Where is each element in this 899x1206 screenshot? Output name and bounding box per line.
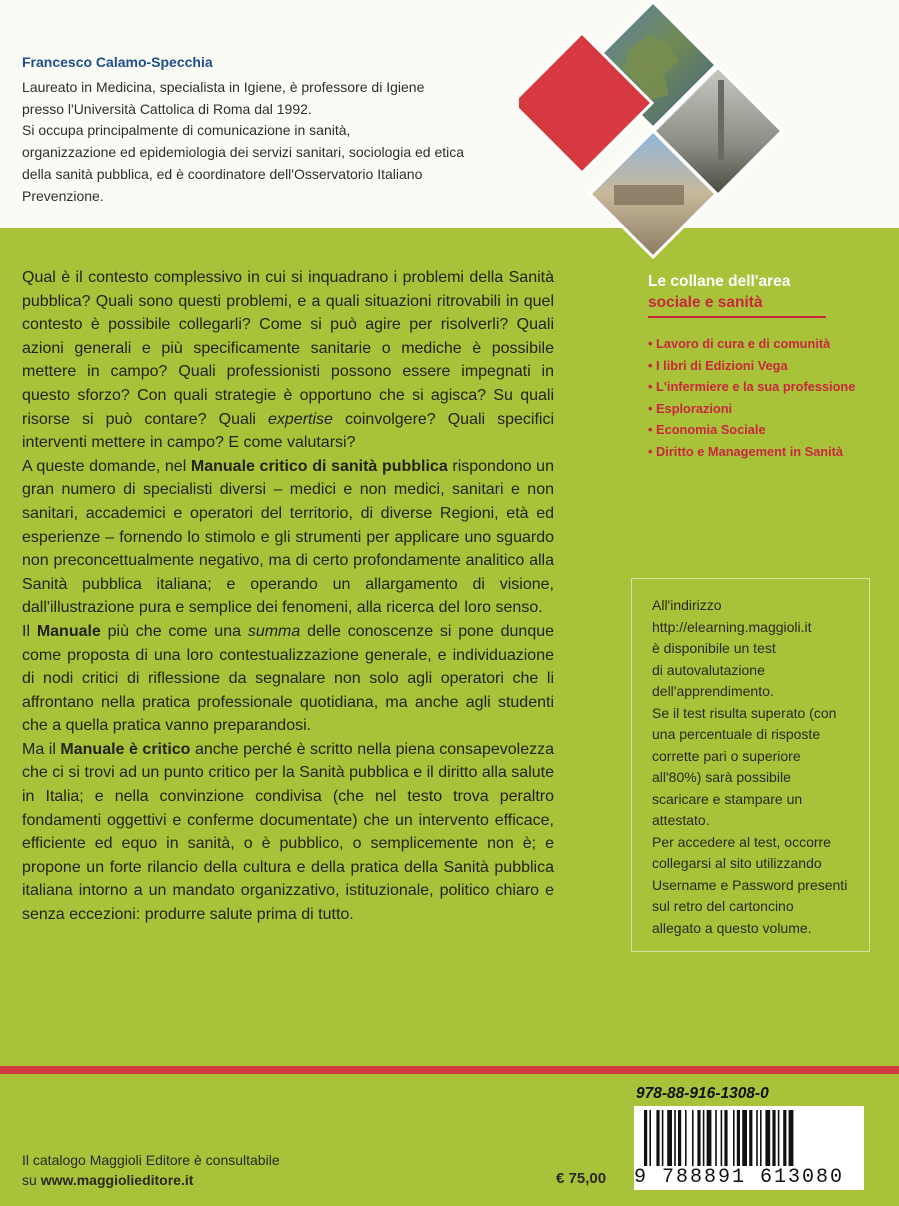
price: € 75,00 xyxy=(556,1170,607,1187)
bio-line: della sanità pubblica, ed è coordinatore dell'Osservatorio Italiano xyxy=(22,165,423,182)
barcode-bar xyxy=(733,1110,735,1166)
barcode xyxy=(634,1106,864,1190)
barcode-bar xyxy=(656,1110,659,1166)
series-item: • L'infermiere e la sua professione xyxy=(648,379,856,395)
barcode-bar xyxy=(715,1110,717,1166)
arch-shape xyxy=(614,185,684,205)
cover-photo-diamonds xyxy=(519,0,899,270)
barcode-bar xyxy=(737,1110,740,1166)
barcode-bar xyxy=(678,1110,681,1166)
series-item: • Economia Sociale xyxy=(648,422,766,438)
barcode-bar xyxy=(789,1110,794,1166)
catalog-note: Il catalogo Maggioli Editore è consultabile su www.maggiolieditore.it xyxy=(22,1152,280,1188)
barcode-bar xyxy=(760,1110,762,1166)
author-bio xyxy=(22,77,492,207)
elearning-url: http://elearning.maggioli.it xyxy=(652,618,812,635)
barcode-bars xyxy=(642,1110,856,1166)
series-item: • Diritto e Management in Sanità xyxy=(648,443,844,459)
barcode-bar xyxy=(649,1110,651,1166)
barcode-bar xyxy=(662,1110,664,1166)
elearning-text: All'indirizzo http://elearning.maggioli.it è disponibile un test di autovalutazione dell'apprendimento. Se il test risulta superato (con una percentuale di risposte corrette pari o superiore all'80%) sarà possibile scaricare e stampare un attestato. Per accedere al test, occorre collegarsi al sito utilizzando Username e Password presenti sul retro del cartoncino allegato a questo volume. xyxy=(652,595,867,939)
chimney-shape xyxy=(718,80,724,160)
bio-line: organizzazione ed epidemiologia dei servizi sanitari, sociologia ed etica xyxy=(22,144,465,161)
barcode-digits: 9 788891 613080 xyxy=(634,1166,845,1189)
barcode-bar xyxy=(749,1110,752,1166)
barcode-bar xyxy=(765,1110,770,1166)
barcode-bar xyxy=(674,1110,676,1166)
series-item: • Esplorazioni xyxy=(648,400,733,416)
bio-line: Si occupa principalmente di comunicazione in sanità, xyxy=(22,122,351,139)
barcode-bar xyxy=(721,1110,723,1166)
isbn: 978-88-916-1308-0 xyxy=(636,1085,769,1102)
paragraph: Ma il Manuale è critico anche perché è scritto nella piena consapevolezza che ci si trovi ad un punto critico per la Sanità pubblica e il diritto alla salute in Italia; e nella convinzione condivisa (che nel testo trova peraltro fondamenti oggettivi e conferme documentate) che un intervento efficace, efficiente ed equo in sanità, o è pubblico, o semplicemente non è; e propone un forte rilancio della cultura e della pratica della Sanità pubblica italiana intorno a un mandato organizzativo, istituzionale, politico chiaro e senza eccezioni: produrre salute prima di tutto. xyxy=(22,740,554,924)
paragraph: A queste domande, nel Manuale critico di sanità pubblica rispondono un gran numero di specialisti diversi – medici e non medici, sanitari e non sanitari, accademici e operatori del territorio, di diverse Regioni, età ed esperienze – fornendo lo stimolo e gli strumenti per applicare uno sguardo non preconcettualmente negativo, ma di certo profondamente analitico alla Sanità pubblica italiana; e operando un allargamento di visione, dall'illustrazione pura e semplice dei fenomeni, alla ricerca del loro senso. xyxy=(22,457,554,617)
series-title: Le collane dell'area sociale e sanità xyxy=(648,273,791,311)
barcode-bar xyxy=(685,1110,687,1166)
bio-line: Prevenzione. xyxy=(22,187,104,204)
catalog-link: www.maggiolieditore.it xyxy=(40,1172,194,1188)
author-name: Francesco Calamo-Specchia xyxy=(22,54,213,70)
barcode-bar xyxy=(756,1110,758,1166)
barcode-bar xyxy=(703,1110,705,1166)
barcode-bar xyxy=(783,1110,786,1166)
paragraph: Il Manuale più che come una summa delle conoscenze si pone dunque come proposta di una loro contestualizzazione generale, e individuazione di nodi critici di riflessione da segnalare non solo agli operatori che li affrontano nella pratica professionale quotidiana, ma anche agli studenti che a quella pratica vanno preparandosi. xyxy=(22,622,555,735)
red-divider-bar xyxy=(0,1066,899,1074)
series-item: • Lavoro di cura e di comunità xyxy=(648,336,831,351)
barcode-bar xyxy=(644,1110,647,1166)
barcode-bar xyxy=(707,1110,712,1166)
bio-line: presso l'Università Cattolica di Roma dal 1992. xyxy=(22,100,312,117)
series-list xyxy=(648,333,855,463)
series-item: • I libri di Edizioni Vega xyxy=(648,357,788,373)
series-divider xyxy=(648,316,826,318)
barcode-bar xyxy=(692,1110,694,1166)
paragraph: Qual è il contesto complessivo in cui si inquadrano i problemi della Sanità pubblica? Quali sono questi problemi, e a quali situazioni ritrovabili in quel contesto è possibile collegarli? Come si può agire per risolverli? Quali azioni generali e più specificamente sanitarie o mediche è possibile mettere in campo? Quali professionisti possono essere impegnati in questo sforzo? Con quali strategie è opportuno che si agisca? Su quali risorse si può contare? Quali expertise coinvolgere? Quali specifici interventi mettere in campo? E come valutarsi? xyxy=(22,269,555,452)
bio-line: Laureato in Medicina, specialista in Igiene, è professore di Igiene xyxy=(22,79,425,95)
barcode-bar xyxy=(667,1110,672,1166)
main-description xyxy=(22,266,554,927)
barcode-bar xyxy=(742,1110,747,1166)
barcode-bar xyxy=(724,1110,727,1166)
barcode-bar xyxy=(778,1110,780,1166)
barcode-bar xyxy=(697,1110,700,1166)
barcode-bar xyxy=(772,1110,775,1166)
